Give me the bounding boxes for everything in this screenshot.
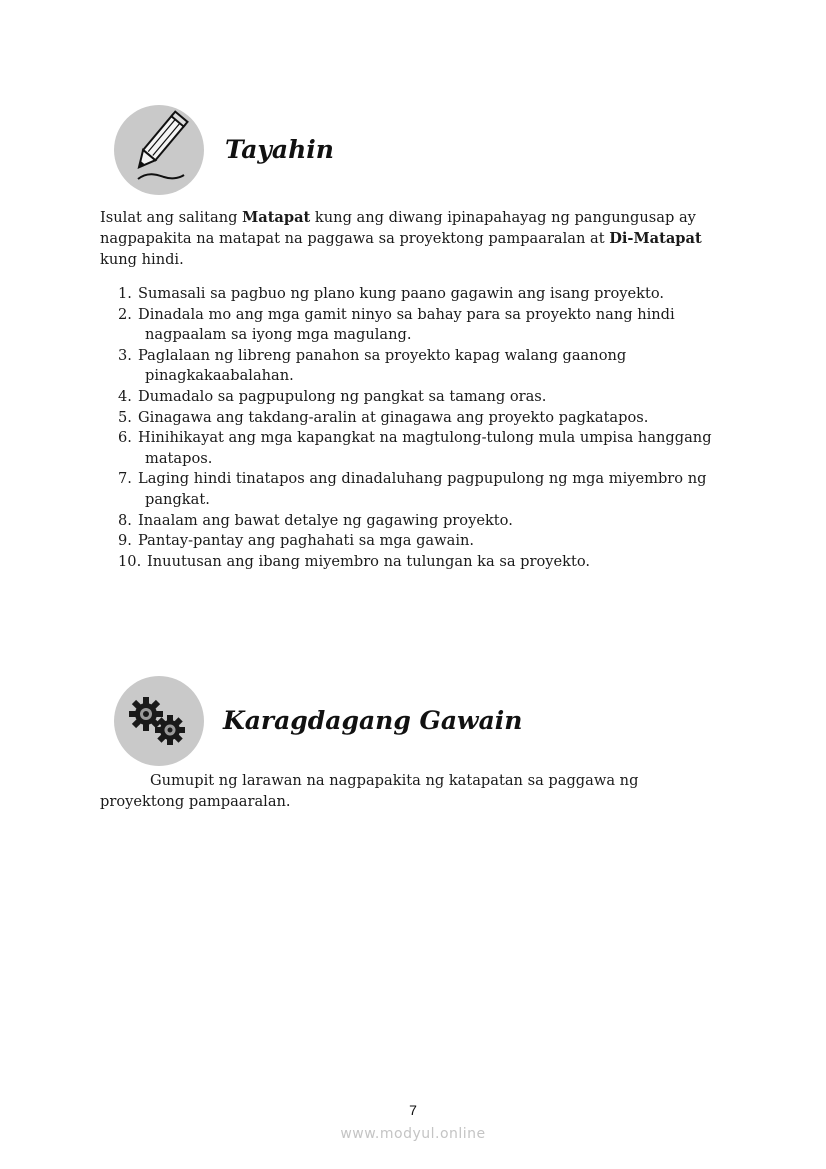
activity-line-2: proyektong pampaaralan. <box>100 792 291 810</box>
list-item: 2. Dinadala mo ang mga gamit ninyo sa bahay para sa proyekto nang hindi nagpaalam sa iyong mga magulang. <box>118 305 675 344</box>
watermark: www.modyul.online <box>340 1126 486 1142</box>
section-title-tayahin: Tayahin <box>225 135 334 164</box>
activity-line-1: Gumupit ng larawan na nagpapakita ng katapatan sa paggawa ng <box>150 772 639 789</box>
list-item: 5. Ginagawa ang takdang-aralin at ginagawa ang proyekto pagkatapos. <box>118 408 649 426</box>
list-item: 1. Sumasali sa pagbuo ng plano kung paano gagawin ang isang proyekto. <box>118 285 665 302</box>
list-item: 10. Inuutusan ang ibang miyembro na tulungan ka sa proyekto. <box>118 552 591 570</box>
gears-icon <box>114 676 204 766</box>
question-list <box>118 284 738 572</box>
pencil-icon <box>114 105 204 195</box>
list-item: 9. Pantay-pantay ang paghahati sa mga gawain. <box>118 532 475 550</box>
list-item: 8. Inaalam ang bawat detalye ng gagawing proyekto. <box>118 511 513 529</box>
list-item: 6. Hinihikayat ang mga kapangkat na magtulong-tulong mula umpisa hanggang matapos. <box>118 429 712 467</box>
list-item: 4. Dumadalo sa pagpupulong ng pangkat sa tamang oras. <box>118 387 547 405</box>
section-title-karagdagang-gawain: Karagdagang Gawain <box>223 706 523 735</box>
page-number: 7 <box>409 1102 417 1118</box>
activity-paragraph <box>100 771 730 812</box>
instruction-paragraph: Isulat ang salitang Matapat kung ang diwang ipinapahayag ng pangungusap ay nagpapakita na matapat na paggawa sa proyektong pampaaralan at Di-Matapat kung hindi. <box>100 209 702 268</box>
list-item: 3. Paglalaan ng libreng panahon sa proyekto kapag walang gaanong pinagkakaabalahan. <box>118 346 627 385</box>
list-item: 7. Laging hindi tinatapos ang dinadaluhang pagpupulong ng mga miyembro ng pangkat. <box>118 470 707 508</box>
